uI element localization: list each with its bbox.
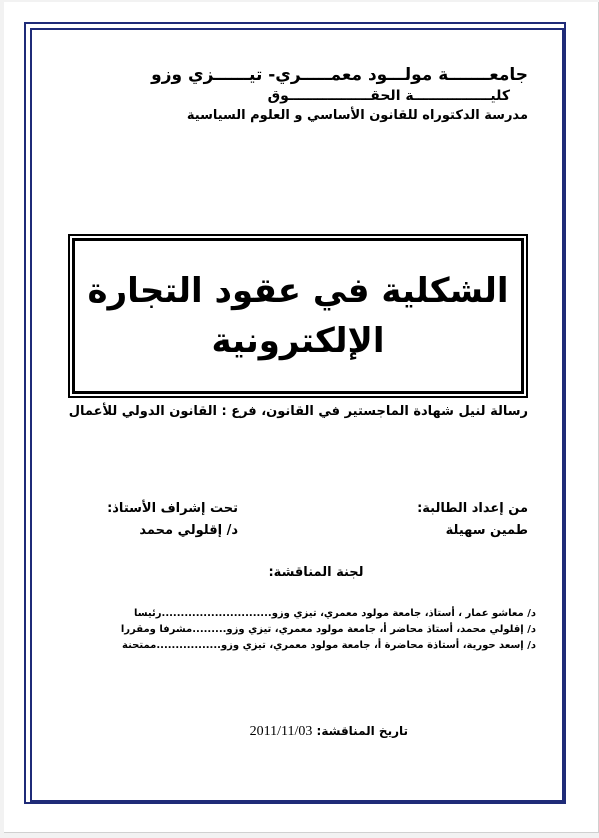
defense-date-value: 2011/11/03	[249, 724, 313, 739]
supervisor-block	[68, 498, 238, 542]
prepared-by-label: من إعداد الطالبة:	[417, 501, 528, 516]
document-page	[4, 2, 599, 833]
prepared-by-block	[378, 498, 528, 542]
thesis-title-line-2: الإلكترونية	[211, 321, 385, 361]
title-box	[68, 234, 528, 398]
defense-date-label: تاريخ المناقشة:	[316, 724, 408, 738]
supervisor-label: تحت إشراف الأستاذ:	[107, 501, 238, 516]
institution-header	[68, 64, 528, 126]
thesis-subtitle: رسالة لنيل شهادة الماجستير في القانون، فرع : القانون الدولي للأعمال	[68, 404, 528, 419]
committee-title: لجنة المناقشة:	[268, 565, 364, 580]
committee-member: د/ معاشو عمار ، أستاذ، جامعة مولود معمري، تيزي وزو.............................رئيسا	[134, 608, 536, 619]
university-name: جامعـــــــة مولـــود معمـــــري- تيــــــزي وزو	[151, 65, 528, 85]
student-name: طمين سهيلة	[445, 523, 528, 538]
committee-member: د/ إسعد حورية، أستاذة محاضرة أ، جامعة مولود معمري، تيزي وزو.................ممتحنة	[122, 640, 536, 651]
defense-date	[208, 724, 408, 740]
thesis-title-line-1: الشكلية في عقود التجارة	[87, 271, 509, 311]
faculty-name: كليــــــــــــــــة الحقـــــــــــــــــوق	[267, 88, 510, 104]
committee-member: د/ إقلولي محمد، أستاذ محاضر أ، جامعة مولود معمري، تيزي وزو.........مشرفا ومقررا	[120, 624, 536, 635]
supervisor-name: د/ إقلولي محمد	[139, 523, 238, 538]
doctoral-school-name: مدرسة الدكتوراه للقانون الأساسي و العلوم السياسية	[186, 108, 528, 123]
title-box-inner	[72, 238, 524, 394]
committee-list	[66, 606, 536, 654]
committee-heading	[4, 565, 598, 580]
